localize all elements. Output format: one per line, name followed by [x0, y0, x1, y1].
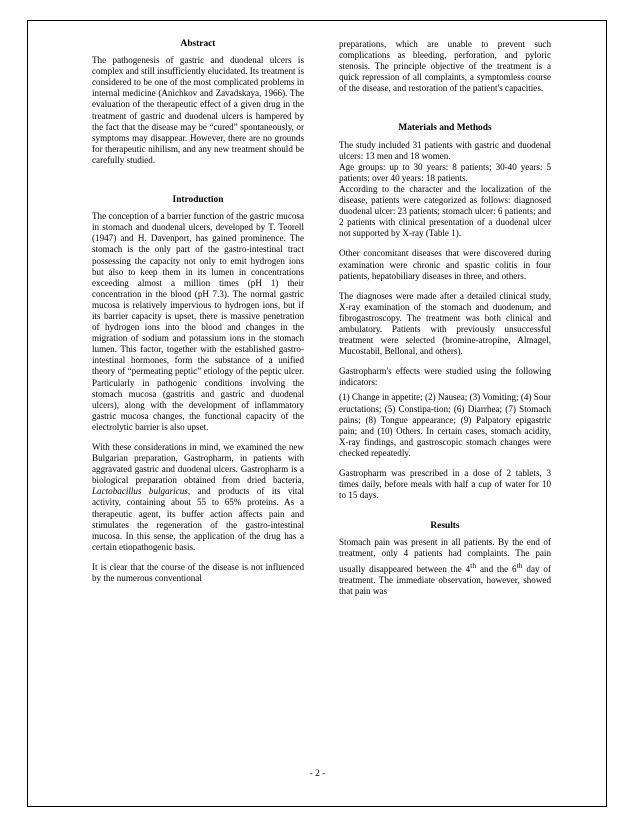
- methods-paragraph-6: Gastropharm's effects were studied using the following indicators:: [339, 366, 551, 388]
- methods-paragraph-4: Other concomitant diseases that were discovered during examination were chronic and spastic colitis in four patients, hepatobiliary diseases in three, and others.: [339, 248, 551, 281]
- methods-paragraph-5: The diagnoses were made after a detailed clinical study, X-ray examination of the stomach and duodenum, and fibrogastroscopy. The treatment was both clinical and ambulatory. Patients with previously unsuccessful treatment were selected (bromine-atropine, Almagel, Mucostabil, Bellonal, and others).: [339, 290, 551, 357]
- methods-paragraph-1: The study included 31 patients with gastric and duodenal ulcers: 13 men and 18 women.: [339, 139, 551, 161]
- left-column: [92, 39, 304, 584]
- page-number: - 2 -: [309, 769, 326, 779]
- introduction-paragraph-2-start: With these considerations in mind, we examined the new Bulgarian preparation, Gastropharm, in patients with aggravated gastric and duodenal ulcers. Gastropharm is a biological preparation obtained from dried bacteria,: [92, 442, 304, 486]
- results-text-1: Stomach pain was present in all patients. By the end of treatment, only 4 patients had complaints. The pain usually disappeared between the 4: [339, 537, 551, 574]
- methods-paragraph-3: According to the character and the localization of the disease, patients were categorized as follows: diagnosed duodenal ulcer: 23 patients; stomach ulcer: 6 patients; and 2 patients with clinical presentation of a duodenal ulcer not supported by X-ray (Table 1).: [339, 183, 551, 239]
- methods-paragraph-8: Gastropharm was prescribed in a dose of 2 tablets, 3 times daily, before meals with half a cup of water for 10 to 15 days.: [339, 468, 551, 501]
- methods-heading: Materials and Methods: [398, 123, 492, 134]
- methods-paragraph-2: Age groups: up to 30 years: 8 patients; 30-40 years: 5 patients; over 40 years: 18 patients.: [339, 161, 551, 183]
- bacteria-name: Lactobacillus bulgaricus: [92, 486, 188, 497]
- abstract-heading: Abstract: [180, 39, 216, 49]
- right-column: [339, 39, 551, 597]
- superscript-th-2: th: [516, 560, 523, 570]
- introduction-heading: Introduction: [172, 195, 224, 206]
- results-heading: Results: [430, 521, 460, 532]
- introduction-paragraph-1: The conception of a barrier function of the gastric mucosa in stomach and duodenal ulcers, developed by T. Teorell (1947) and H. Davenport, has gained prominence. The stomach is the only part of the gastro-intestinal tract possessing the capacity not only to emit hydrogen ions but also to keep them in its lumen in concentrations exceeding almost a million times (pH 1) their concentration in the blood (pH 7.3). The normal gastric mucosa is relatively impervious to hydrogen ions, but if its barrier capacity is upset, there is massive penetration of hydrogen ions into the blood and changes in the migration of sodium and potassium ions in the stomach lumen. This factor, together with the established gastro-intestinal hormones, form the substance of a unified theory of “permeating peptic” etiology of the peptic ulcer. Particularly in pathogenic conditions involving the stomach mucosa (gastritis and gastric and duodenal ulcers), along with the development of inflammatory gastric mucosa changes, the functional capacity of the electrolytic barrier is also upset.: [92, 211, 304, 432]
- methods-paragraph-7: (1) Change in appetite; (2) Nausea; (3) Vomiting; (4) Sour eructations; (5) Constipa-tion; (6) Diarrhea; (7) Stomach pains; (8) Tongue appearance; (9) Palpatory epigastric pain; and (10) Others. In certain cases, stomach acidity, X-ray findings, and gastroscopic stomach changes were checked repeatedly.: [339, 392, 551, 458]
- abstract-text: The pathogenesis of gastric and duodenal ulcers is complex and still insufficiently elucidated. Its treatment is considered to be one of the most complicated problems in internal medicine (Anichkov and Zavadskaya, 1966). The evaluation of the therapeutic effect of a given drug in the treatment of gastric and duodenal ulcers is hampered by the fact that the disease may be “cured” spontaneously, or symptoms may disappear. However, there are no grounds for therapeutic nihilism, and any new treatment should be carefully studied.: [92, 55, 304, 165]
- introduction-paragraph-2: [92, 442, 304, 553]
- continued-paragraph: preparations, which are unable to prevent such complications as bleeding, perforation, and pyloric stenosis. The principle objective of the treatment is a quick repression of all complaints, a symptomless course of the disease, and restoration of the patient's capacities.: [339, 39, 551, 94]
- results-paragraph-1: [339, 537, 551, 597]
- results-text-2: and the 6: [476, 563, 517, 574]
- introduction-paragraph-3: It is clear that the course of the disease is not influenced by the numerous conventional: [92, 561, 304, 584]
- results-text-3: day of treatment. The immediate observation, however, showed that pain was: [339, 563, 551, 596]
- introduction-paragraph-2-end: , and products of its vital activity, containing about 55 to 65% proteins. As a therapeutic agent, its buffer action affects pain and stimulates the regeneration of the gastro-intestinal mucosa. In this sense, the application of the drug has a certain etiopathogenic basis.: [92, 486, 305, 552]
- superscript-th-1: th: [470, 560, 477, 570]
